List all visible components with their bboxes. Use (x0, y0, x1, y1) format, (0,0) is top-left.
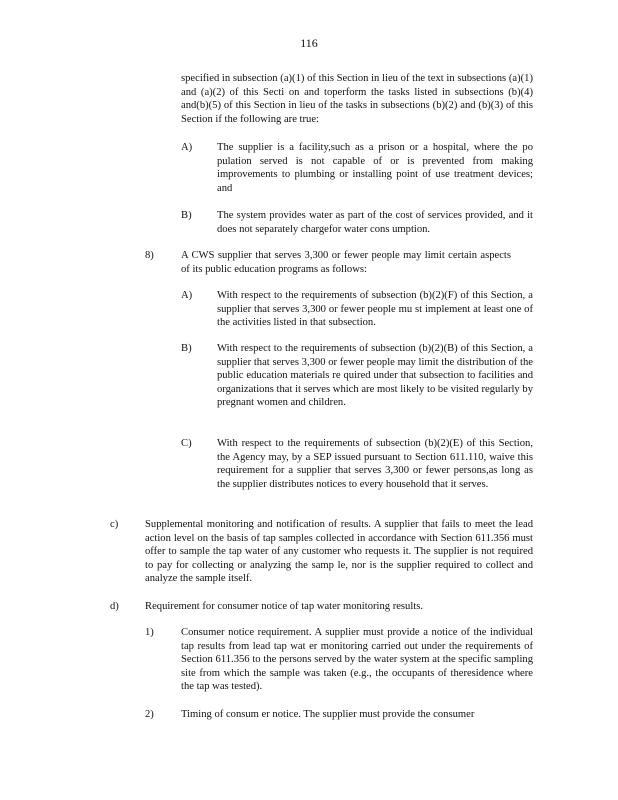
item-8-marker: 8) (145, 250, 154, 261)
section-d-text: Requirement for consumer notice of tap water monitoring results. (145, 601, 424, 612)
section-d-item-2-text: Timing of consum er notice. The supplier must provide the consumer (181, 709, 475, 720)
item-8-text: A CWS supplier that serves 3,300 or fewer people may limit certain aspects of its public education programs as follows: (181, 250, 511, 275)
intro-paragraph: specified in subsection (a)(1) of this Section in lieu of the text in subsections (a)(1) and (a)(2) of this Secti on and toperform the tasks listed in subsections (b)(4) and(b)(5) of this Section in lieu of the tasks in subsections (b)(2) and (b)(3) of this Section if the following are true: (181, 73, 533, 125)
section-d-item-1-marker: 1) (145, 627, 154, 638)
item-8-a-marker: A) (181, 290, 193, 301)
section-d-item-2-marker: 2) (145, 709, 154, 720)
item-7-b-marker: B) (181, 210, 192, 221)
item-8-b-marker: B) (181, 343, 192, 354)
section-d-item-1-text: Consumer notice requirement. A supplier must provide a notice of the individual tap results from lead tap wat er monitoring carried out under the requirements of Section 611.356 to the persons served by the water system at the specific sampling site from which the sample was taken (e.g., the occupants of theresidence where the tap was tested). (181, 627, 533, 693)
item-8-c-marker: C) (181, 438, 192, 449)
section-c-text: Supplemental monitoring and notification of results. A supplier that fails to meet the lead action level on the basis of tap samples collected in accordance with Section 611.356 must offer to sample the tap water of any customer who requests it. The supplier is not required to pay for collecting or analyzing the samp le, nor is the supplier required to collect and analyze the sample itself. (145, 519, 533, 585)
item-7-b-text: The system provides water as part of the cost of services provided, and it does not separately chargefor water cons umption. (217, 210, 533, 235)
section-c-marker: c) (110, 519, 119, 530)
item-8-b-text: With respect to the requirements of subsection (b)(2)(B) of this Section, a supplier that serves 3,300 or fewer people may limit the distribution of the public education materials re quired under that subsection to facilities and organizations that it serves which are most likely to be visited regularly by pregnant women and children. (217, 343, 533, 409)
item-8-a-text: With respect to the requirements of subsection (b)(2)(F) of this Section, a supplier that serves 3,300 or fewer people mu st implement at least one of the activities listed in that subsection. (217, 290, 533, 329)
item-8-c-text: With respect to the requirements of subsection (b)(2)(E) of this Section, the Agency may, by a SEP issued pursuant to Section 611.110, waive this requirement for a supplier that serves 3,300 or fewer persons,as long as the supplier distributes notices to every household that it serves. (217, 438, 533, 490)
section-d-marker: d) (110, 601, 119, 612)
page-number: 116 (300, 36, 318, 50)
item-7-a-text: The supplier is a facility,such as a prison or a hospital, where the po pulation served is not capable of or is prevented from making improvements to plumbing or installing point of use treatment devices; and (217, 142, 533, 194)
item-7-a-marker: A) (181, 142, 193, 153)
